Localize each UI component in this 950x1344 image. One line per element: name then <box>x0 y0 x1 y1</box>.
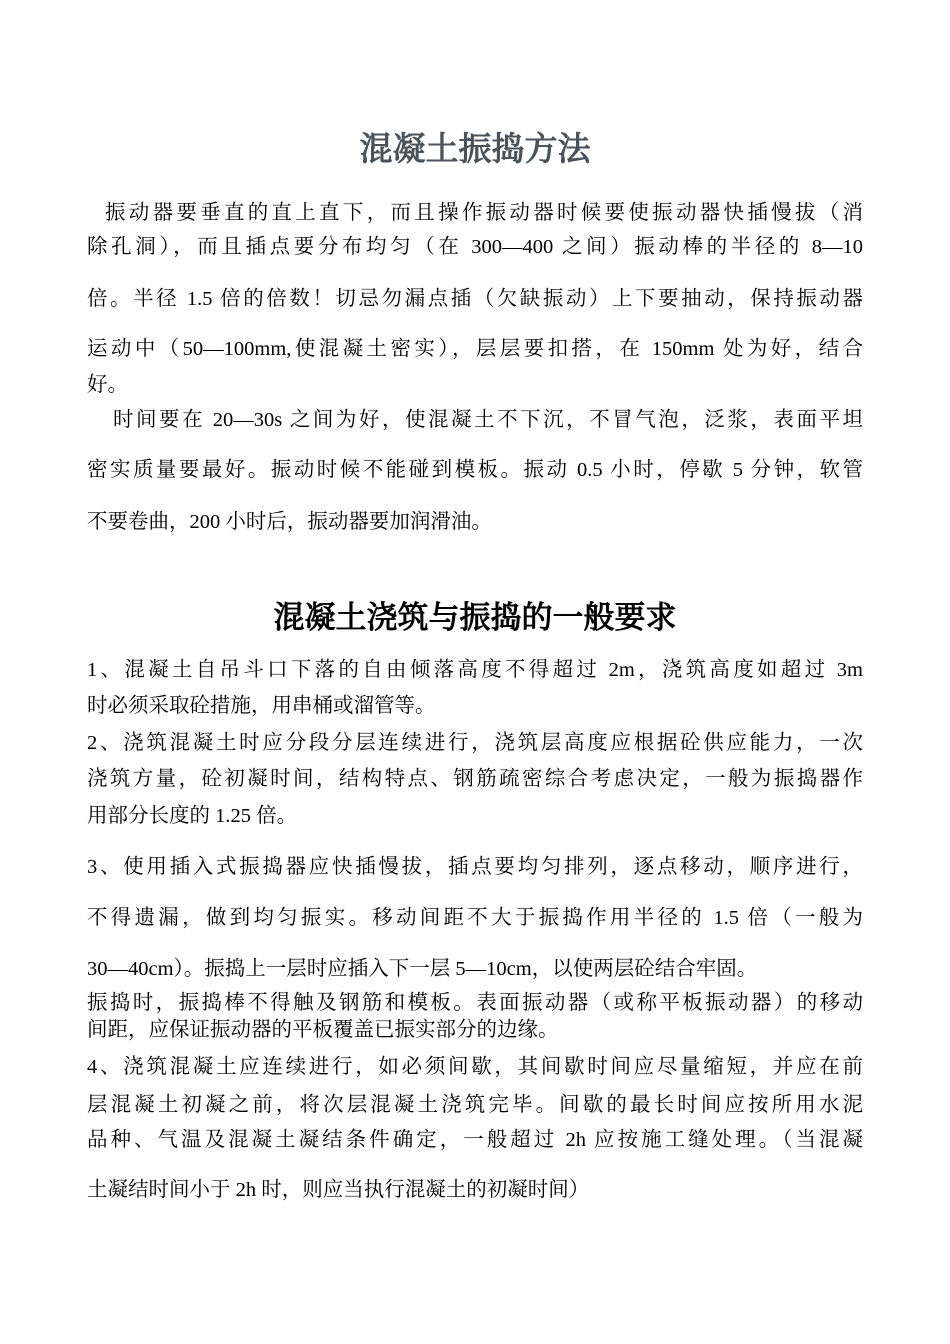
text-line: 运动中（50—100mm,使混凝土密实），层层要扣搭，在 150mm 处为好，结合 <box>87 338 863 360</box>
paragraph-vibration-method <box>87 196 863 402</box>
text-line: 4、浇筑混凝土应连续进行，如必须间歇，其间歇时间应尽量缩短，并应在前 <box>87 1056 863 1078</box>
text-line: 振动器要垂直的直上直下，而且操作振动器时候要使振动器快插慢拔（消 <box>105 202 863 224</box>
list-item-2 <box>87 726 863 833</box>
text-line: 好。 <box>87 374 128 396</box>
paragraph-vibration-time <box>87 403 863 539</box>
text-line: 振捣时，振捣棒不得触及钢筋和模板。表面振动器（或称平板振动器）的移动 <box>87 992 863 1014</box>
text-line: 30—40cm）。振捣上一层时应插入下一层 5—10cm，以使两层砼结合牢固。 <box>87 958 758 980</box>
text-line: 3、使用插入式振捣器应快插慢拔，插点要均匀排列，逐点移动，顺序进行， <box>87 856 863 878</box>
text-line: 1、混凝土自吊斗口下落的自由倾落高度不得超过 2m，浇筑高度如超过 3m <box>87 659 863 681</box>
text-line: 不得遗漏，做到均匀振实。移动间距不大于振捣作用半径的 1.5 倍（一般为 <box>87 907 863 929</box>
text-line: 间距，应保证振动器的平板覆盖已振实部分的边缘。 <box>87 1019 559 1041</box>
text-line: 品种、气温及混凝土凝结条件确定，一般超过 2h 应按施工缝处理。（当混凝 <box>87 1129 863 1151</box>
text-line: 时间要在 20—30s 之间为好，使混凝土不下沉，不冒气泡，泛浆，表面平坦 <box>113 409 863 431</box>
text-line: 除孔洞），而且插点要分布均匀（在 300—400 之间）振动棒的半径的 8—10 <box>87 236 863 258</box>
text-line: 层混凝土初凝之前，将次层混凝土浇筑完毕。间歇的最长时间应按所用水泥 <box>87 1094 863 1116</box>
text-line: 倍。半径 1.5 倍的倍数！切忌勿漏点插（欠缺振动）上下要抽动，保持振动器 <box>87 288 863 310</box>
document-title: 混凝土振捣方法 <box>359 132 591 168</box>
text-line: 2、浇筑混凝土时应分段分层连续进行，浇筑层高度应根据砼供应能力，一次 <box>87 732 863 754</box>
list-item-3-continued <box>87 988 863 1045</box>
text-line: 浇筑方量，砼初凝时间，结构特点、钢筋疏密综合考虑决定，一般为振捣器作 <box>87 768 863 790</box>
list-item-3 <box>87 850 863 986</box>
list-item-1 <box>87 653 863 723</box>
text-line: 用部分长度的 1.25 倍。 <box>87 805 298 827</box>
text-line: 不要卷曲，200 小时后，振动器要加润滑油。 <box>87 511 492 533</box>
section-title: 混凝土浇筑与振捣的一般要求 <box>273 600 677 635</box>
list-item-4 <box>87 1050 863 1207</box>
text-line: 土凝结时间小于 2h 时，则应当执行混凝土的初凝时间） <box>87 1179 590 1201</box>
text-line: 密实质量要最好。振动时候不能碰到模板。振动 0.5 小时，停歇 5 分钟，软管 <box>87 459 863 481</box>
text-line: 时必须采取砼措施，用串桶或溜管等。 <box>87 695 436 717</box>
